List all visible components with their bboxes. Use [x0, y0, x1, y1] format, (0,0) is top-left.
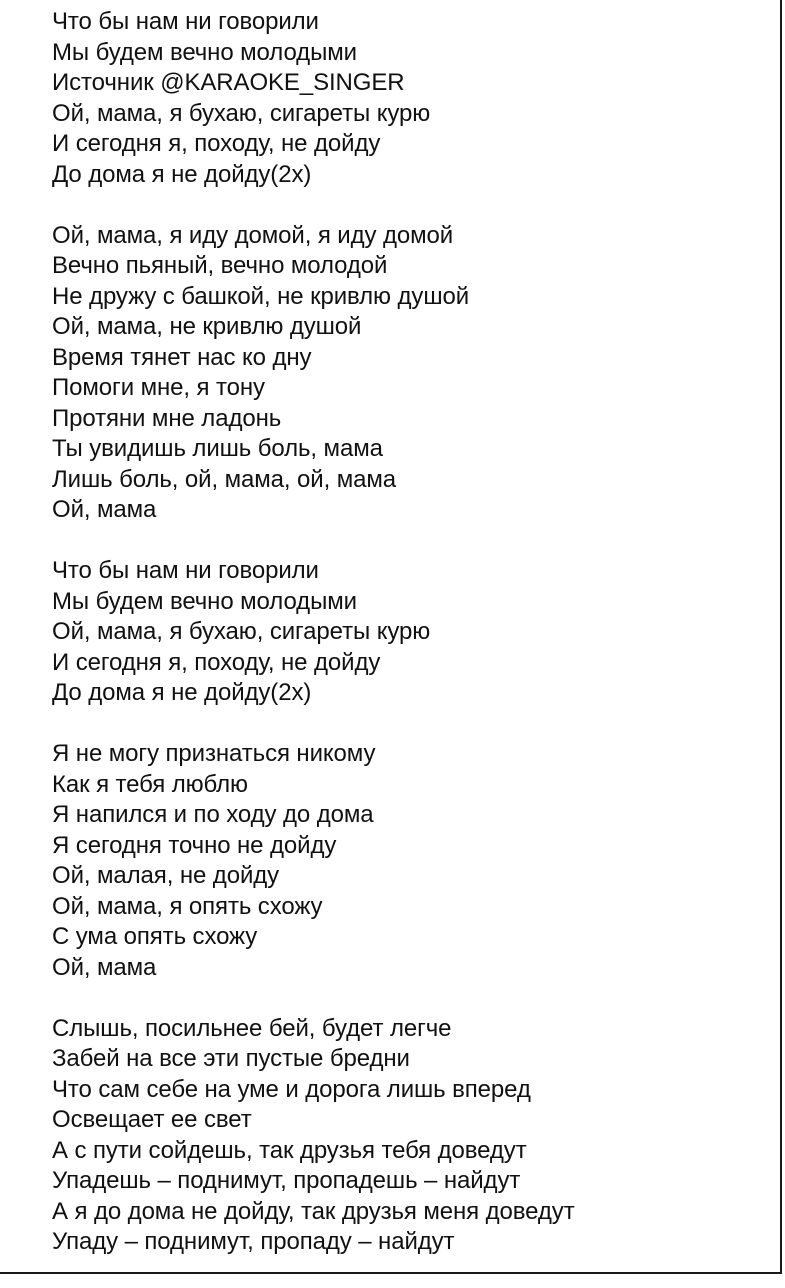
lyric-line: Ой, мама, не кривлю душой — [52, 313, 362, 340]
lyric-line: И сегодня я, походу, не дойду — [52, 130, 381, 157]
lyrics-text — [52, 7, 760, 1288]
stanza-3 — [52, 556, 760, 709]
stanza-5 — [52, 1014, 760, 1258]
lyric-line: Что сам себе на уме и дорога лишь вперед — [52, 1075, 531, 1103]
lyric-line: Ой, мама, я бухаю, сигареты курю — [52, 618, 431, 645]
lyric-line: Как я тебя люблю — [52, 770, 248, 798]
lyric-line: Время тянет нас ко дну — [52, 343, 312, 371]
lyric-line: Помоги мне, я тону — [52, 374, 265, 401]
lyric-line: Что бы нам ни говорили — [52, 557, 319, 584]
lyric-line: До дома я не дойду(2х) — [52, 679, 312, 706]
stanza-4 — [52, 739, 760, 983]
lyric-line: Источник @KARAOKE_SINGER — [52, 69, 405, 96]
lyric-line: Забей на все эти пустые бредни — [52, 1045, 410, 1072]
lyric-line: Ой, мама, я опять схожу — [52, 892, 323, 920]
stanza-1 — [52, 7, 760, 190]
stanza-2 — [52, 221, 760, 526]
lyric-line: Освещает ее свет — [52, 1106, 252, 1133]
lyric-line: А я до дома не дойду, так друзья меня доведут — [52, 1197, 575, 1225]
lyric-line: Мы будем вечно молодыми — [52, 38, 357, 66]
lyric-line: Ой, мама — [52, 496, 157, 523]
lyric-line: Упадешь – поднимут, пропадешь – найдут — [52, 1167, 521, 1194]
lyric-line: Я сегодня точно не дойду — [52, 831, 337, 859]
lyric-line: Ой, малая, не дойду — [52, 862, 280, 889]
lyric-line: Ты увидишь лишь боль, мама — [52, 435, 383, 462]
lyric-line: Упаду – поднимут, пропаду – найдут — [52, 1228, 455, 1255]
lyric-line: Протяни мне ладонь — [52, 404, 282, 432]
lyric-line: Я напился и по ходу до дома — [52, 801, 374, 828]
lyric-line: Не дружу с башкой, не кривлю душой — [52, 282, 470, 310]
lyric-line: Слышь, посильнее бей, будет легче — [52, 1014, 452, 1042]
lyric-line: Лишь боль, ой, мама, ой, мама — [52, 465, 396, 493]
lyric-line: Ой, мама, я иду домой, я иду домой — [52, 221, 454, 249]
lyric-line: До дома я не дойду(2х) — [52, 160, 312, 188]
lyric-line: С ума опять схожу — [52, 923, 258, 950]
lyric-line: А с пути сойдешь, так друзья тебя доведут — [52, 1136, 527, 1164]
lyric-line: И сегодня я, походу, не дойду — [52, 648, 381, 676]
lyric-line: Вечно пьяный, вечно молодой — [52, 252, 388, 279]
lyric-line: Ой, мама, я бухаю, сигареты курю — [52, 99, 431, 127]
lyric-line: Что бы нам ни говорили — [52, 8, 319, 35]
lyric-line: Ой, мама — [52, 953, 157, 981]
lyric-line: Я не могу признаться никому — [52, 740, 376, 767]
lyric-line: Мы будем вечно молодыми — [52, 587, 357, 615]
